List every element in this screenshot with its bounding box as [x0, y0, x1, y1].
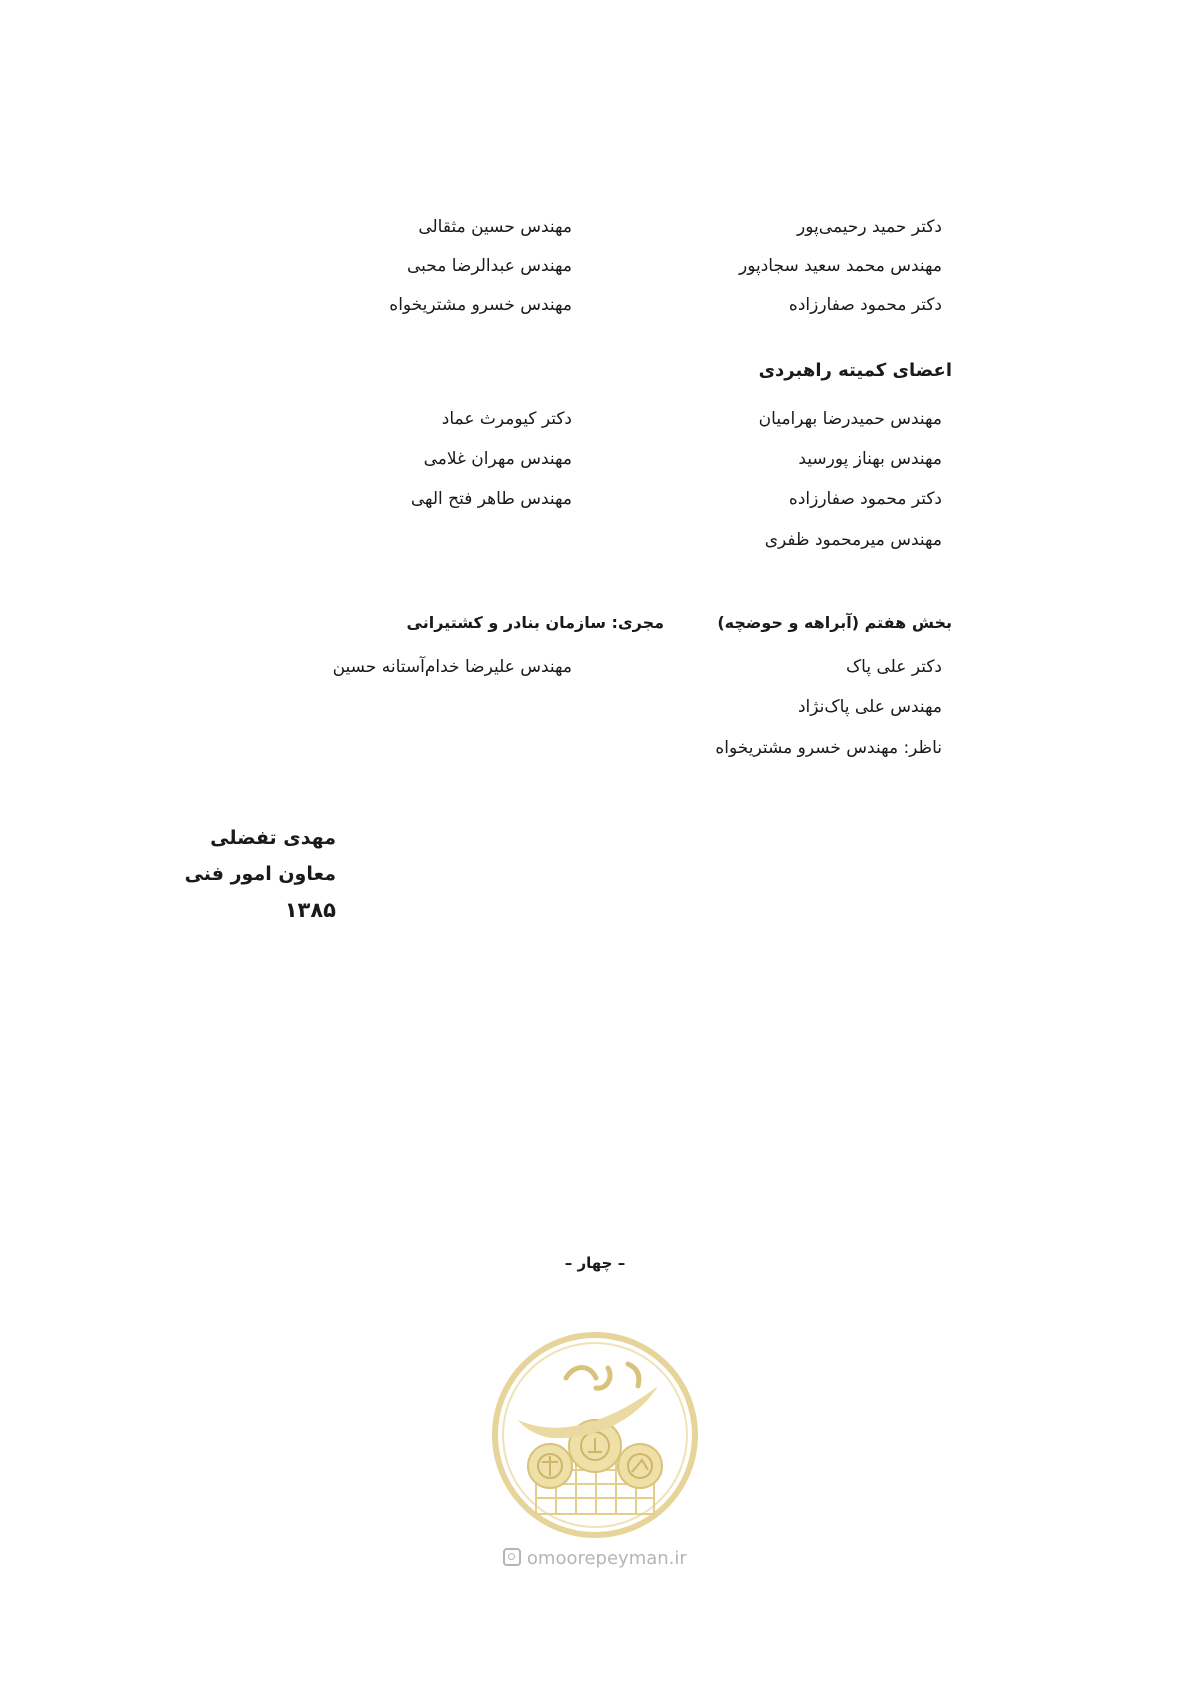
member-name: مهندس محمد سعید سجادپور [739, 256, 942, 276]
watermark-logo [488, 1328, 702, 1542]
signatory-name: مهدی تفضلی [210, 827, 336, 849]
watermark-url-row [0, 1548, 1190, 1569]
executor-label: مجری: سازمان بنادر و کشتیرانی [406, 613, 664, 632]
page-number: – چهار – [564, 1254, 626, 1272]
member-name: دکتر کیومرث عماد [441, 409, 572, 429]
signature-year: ۱۳۸۵ [284, 898, 336, 922]
watermark-url: omoorepeyman.ir [526, 1548, 687, 1569]
member-name: مهندس حسین مثقالی [418, 217, 572, 237]
supervisor-name: ناظر: مهندس خسرو مشتریخواه [715, 738, 942, 758]
member-name: مهندس علیرضا خدام‌آستانه حسین [332, 657, 572, 677]
member-name: دکتر محمود صفارزاده [788, 489, 942, 509]
member-name: دکتر محمود صفارزاده [788, 295, 942, 315]
member-name: دکتر علی پاک [845, 657, 942, 677]
member-name: مهندس حمیدرضا بهرامیان [758, 409, 942, 429]
member-name: دکتر حمید رحیمی‌پور [797, 217, 942, 237]
signatory-title: معاون امور فنی [184, 863, 336, 885]
member-name: مهندس میرمحمود ظفری [764, 530, 942, 550]
member-name: مهندس علی پاک‌نژاد [797, 697, 942, 717]
steering-committee-heading: اعضای کمیته راهبردی [758, 360, 952, 381]
member-name: مهندس عبدالرضا محبی [406, 256, 572, 276]
member-name: مهندس طاهر فتح الهی [410, 489, 572, 509]
section-heading: بخش هفتم (آبراهه و حوضچه) [717, 613, 952, 632]
instagram-icon [503, 1548, 521, 1566]
member-name: مهندس بهناز پورسید [798, 449, 942, 469]
member-name: مهندس مهران غلامی [423, 449, 572, 469]
member-name: مهندس خسرو مشتریخواه [389, 295, 572, 315]
